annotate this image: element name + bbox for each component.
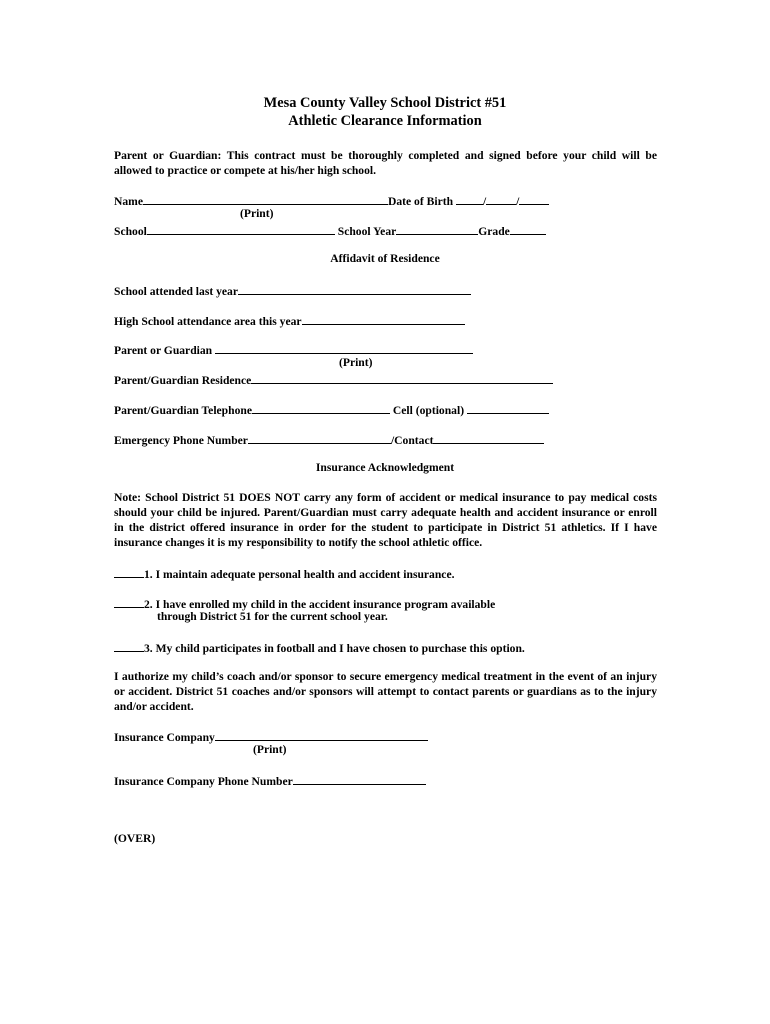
telephone-field[interactable] [252,402,390,414]
option-1-initial-field[interactable] [114,566,144,578]
form-title: Athletic Clearance Information [288,113,482,129]
guardian-row [114,342,473,357]
insurance-option-3 [114,640,525,655]
dob-month-field[interactable] [456,193,483,205]
option-3-initial-field[interactable] [114,640,144,652]
insurance-company-label: Insurance Company [114,731,215,744]
residence-field[interactable] [251,372,553,384]
over-note: (OVER) [114,832,156,845]
guardian-field[interactable] [215,342,473,354]
guardian-label: Parent or Guardian [114,344,213,357]
insurance-note: Note: School District 51 DOES NOT carry any form of accident or medical insurance to pay medical costs should your child be injured. Parent/Guardian must carry adequate health and accident insurance or enroll in the district offered insurance in order for the student to participate in District 51 athletics. If I have insurance changes it is my responsibility to notify the school athletic office. [114,491,657,549]
contact-field[interactable] [433,432,544,444]
insurance-option-2 [114,596,495,611]
insurance-company-field[interactable] [215,729,428,741]
residence-row [114,372,553,387]
insurance-option-1 [114,566,454,581]
insurance-phone-row [114,773,426,788]
name-field[interactable] [143,193,388,205]
school-year-field[interactable] [396,223,478,235]
attendance-area-row [114,313,465,328]
attendance-area-label: High School attendance area this year [114,315,302,328]
option-3-text: 3. My child participates in football and I have chosen to purchase this option. [144,642,525,655]
option-2-text: 2. I have enrolled my child in the accident insurance program available [144,598,496,611]
affidavit-heading: Affidavit of Residence [330,252,440,265]
name-print-hint: (Print) [240,207,274,220]
dob-year-field[interactable] [519,193,549,205]
dob-label: Date of Birth [387,195,454,208]
grade-field[interactable] [510,223,546,235]
insurance-phone-label: Insurance Company Phone Number [114,775,293,788]
authorization-paragraph: I authorize my child’s coach and/or sponsor to secure emergency medical treatment in the event of an injury or accident. District 51 coaches and/or sponsors will attempt to contact parents or guardians as to the injury and/or accident. [114,670,657,713]
insurance-company-row [114,729,428,744]
telephone-row [114,402,549,417]
emergency-label: Emergency Phone Number [114,434,248,447]
option-1-text: 1. I maintain adequate personal health and accident insurance. [144,568,455,581]
cell-field[interactable] [467,402,549,414]
school-year-label: School Year [337,225,397,238]
emergency-row [114,432,544,447]
insurance-print-hint: (Print) [253,743,287,756]
name-label: Name [114,195,143,208]
telephone-label: Parent/Guardian Telephone [114,404,252,417]
insurance-phone-field[interactable] [293,773,426,785]
cell-label: Cell (optional) [392,404,465,417]
school-field[interactable] [147,223,335,235]
guardian-print-hint: (Print) [339,356,373,369]
insurance-heading: Insurance Acknowledgment [315,461,455,474]
name-row: Name Date of Birth / / [114,193,549,208]
last-year-row [114,283,471,298]
last-year-label: School attended last year [114,285,238,298]
dob-day-field[interactable] [486,193,516,205]
last-year-field[interactable] [238,283,471,295]
district-title: Mesa County Valley School District #51 [263,95,507,111]
grade-label: Grade [478,225,510,238]
attendance-area-field[interactable] [302,313,465,325]
school-label: School [114,225,147,238]
emergency-phone-field[interactable] [248,432,391,444]
intro-paragraph: Parent or Guardian: This contract must be thoroughly completed and signed before your child will be allowed to practice or compete at his/her high school. [114,149,657,177]
option-2-initial-field[interactable] [114,596,144,608]
contact-label: /Contact [390,434,434,447]
option-2-text-continued: through District 51 for the current school year. [157,610,388,623]
school-row [114,223,546,238]
residence-label: Parent/Guardian Residence [114,374,252,387]
